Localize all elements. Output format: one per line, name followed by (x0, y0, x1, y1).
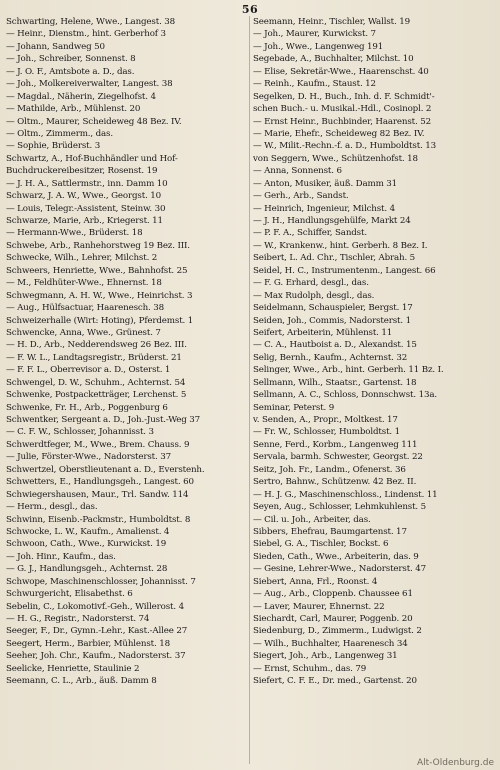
directory-entry: Servala, barmh. Schwester, Georgst. 22 (253, 452, 423, 463)
directory-entry: Siefert, C. F. E., Dr. med., Gartenst. 20 (253, 676, 417, 687)
directory-entry: Schwoon, Cath., Wwe., Kurwickst. 19 (6, 539, 167, 550)
directory-entry: — C. F. W., Schlosser, Johannisst. 3 (6, 427, 154, 438)
directory-entry: Seeger, F., Dr., Gymn.-Lehr., Kast.-Allee 27 (6, 626, 188, 637)
directory-entry: — Julie, Förster-Wwe., Nadorsterst. 37 (6, 452, 171, 463)
directory-entry: — Anna, Sonnenst. 6 (253, 166, 342, 177)
directory-entry: — Heinrich, Ingenieur, Milchst. 4 (253, 203, 395, 214)
directory-entry: — J. H., Handlungsgehülfe, Markt 24 (253, 216, 411, 226)
directory-entry: Seemann, Heinr., Tischler, Wallst. 19 (253, 17, 410, 27)
directory-entry: Siegert, Joh., Arb., Langenweg 31 (253, 651, 398, 662)
left-column (6, 16, 248, 688)
directory-entry: — Magdal., Näherin, Ziegelhofst. 4 (6, 91, 156, 102)
directory-entry: Segelken, D. H., Buch., Inh. d. F. Schmidt'- (253, 91, 435, 102)
directory-entry: — Mathilde, Arb., Mühlenst. 20 (6, 104, 141, 115)
directory-entry: Seegert, Herm., Barbier, Mühlenst. 18 (6, 638, 170, 649)
directory-entry: — Louis, Telegr.-Assistent, Steinw. 30 (6, 203, 166, 214)
directory-entry: Schwentker, Sergeant a. D., Joh.-Just.-Weg 37 (6, 415, 201, 425)
directory-entry: Sellmann, A. C., Schloss, Donnschwst. 13a. (253, 390, 437, 401)
directory-entry: Schwengel, D. W., Schuhm., Achternst. 54 (6, 377, 186, 388)
directory-entry: Seminar, Peterst. 9 (253, 402, 335, 413)
directory-entry: — Ernst, Schuhm., das. 79 (253, 663, 367, 674)
directory-entry: Schwenke, Fr. H., Arb., Poggenburg 6 (6, 402, 168, 413)
directory-entry: — Fr. W., Schlosser, Humboldtst. 1 (253, 427, 401, 438)
directory-entry: — C. A., Hautboist a. D., Alexandst. 15 (253, 340, 417, 351)
directory-entry: — Joh., Maurer, Kurwickst. 7 (253, 29, 376, 40)
directory-entry: — Hermann-Wwe., Brüderst. 18 (6, 228, 143, 239)
directory-entry: — Reinh., Kaufm., Staust. 12 (253, 79, 376, 90)
directory-entry: — Herm., desgl., das. (6, 502, 98, 513)
directory-entry: Seidelmann, Schauspieler, Bergst. 17 (253, 303, 413, 314)
directory-entry: Siedenburg, D., Zimmerm., Ludwigst. 2 (253, 626, 422, 637)
directory-entry: Siechardt, Carl, Maurer, Poggenb. 20 (253, 614, 413, 624)
directory-entry: Schwenke, Postpacketträger, Lerchenst. 5 (6, 390, 187, 401)
directory-entry: — Max Rudolph, desgl., das. (253, 290, 375, 301)
directory-entry: Schwarze, Marie, Arb., Kriegerst. 11 (6, 216, 163, 226)
directory-entry: Seemann, C. L., Arb., äuß. Damm 8 (6, 676, 157, 687)
directory-entry: Sertro, Bahnw., Schützenw. 42 Bez. II. (253, 477, 417, 488)
right-column (253, 16, 495, 688)
directory-entry: — Aug., Arb., Cloppenb. Chaussee 61 (253, 589, 413, 600)
directory-entry: — F. F. L., Oberrevisor a. D., Osterst. 1 (6, 365, 171, 376)
directory-entry: — J. O. F., Amtsbote a. D., das. (6, 66, 135, 77)
directory-entry: — Ernst Heinr., Buchbinder, Haarenst. 52 (253, 116, 431, 127)
directory-entry: — Oltm., Zimmerm., das. (6, 128, 113, 139)
directory-entry: Sieden, Cath., Wwe., Arbeiterin, das. 9 (253, 551, 419, 562)
directory-entry: Schwebe, Arb., Ranhehorstweg 19 Bez. III. (6, 240, 190, 251)
directory-entry: — F. G. Erhard, desgl., das. (253, 278, 369, 289)
directory-entry: — J. H. A., Sattlermstr., inn. Damm 10 (6, 178, 168, 189)
directory-entry: — Laver, Maurer, Ehnernst. 22 (253, 601, 385, 612)
directory-entry: Seifert, Arbeiterin, Mühlenst. 11 (253, 327, 393, 338)
directory-entry: — P. F. A., Schiffer, Sandst. (253, 228, 367, 239)
directory-entry: — Heinr., Dienstm., hint. Gerberhof 3 (6, 29, 166, 40)
directory-entry: — Anton, Musiker, äuß. Damm 31 (253, 178, 398, 189)
directory-entry: Schweers, Henriette, Wwe., Bahnhofst. 25 (6, 265, 188, 276)
directory-entry: — Joh. Hinr., Kaufm., das. (6, 551, 116, 562)
directory-entry: Schwertzel, Oberstlieutenant a. D., Everstenh. (6, 464, 205, 475)
directory-entry: Seiden, Joh., Commis, Nadorsterst. 1 (253, 315, 411, 326)
directory-entry: Schwencke, Anna, Wwe., Grünest. 7 (6, 327, 161, 338)
directory-entry: v. Senden, A., Propr., Moltkest. 17 (253, 415, 398, 425)
directory-entry: — Wilh., Buchhalter, Haarenesch 34 (253, 638, 408, 649)
directory-entry: Sebelin, C., Lokomotivf.-Geh., Willerost. 4 (6, 601, 184, 612)
watermark: Alt-Oldenburg.de (416, 758, 494, 768)
directory-entry: — H. G., Registr., Nadorsterst. 74 (6, 614, 150, 624)
directory-entry: — Gesine, Lehrer-Wwe., Nadorsterst. 47 (253, 564, 427, 575)
directory-entry: — G. J., Handlungsgeh., Achternst. 28 (6, 564, 168, 575)
column-divider (249, 16, 250, 764)
directory-entry: Schwope, Maschinenschlosser, Johannisst. 7 (6, 576, 196, 587)
directory-entry: Schwegmann, A. H. W., Wwe., Heinrichst. 3 (6, 290, 193, 301)
directory-entry: — Elise, Sekretär-Wwe., Haarenschst. 40 (253, 66, 429, 77)
directory-entry: Seibert, L. Ad. Chr., Tischler, Abrah. 5 (253, 253, 416, 264)
directory-entry: Seidel, H. C., Instrumentenm., Langest. 66 (253, 265, 436, 276)
directory-entry: Siebert, Anna, Frl., Roonst. 4 (253, 576, 378, 587)
directory-entry: Buchdruckereibesitzer, Rosenst. 19 (6, 166, 158, 177)
directory-entry: Seelicke, Henriette, Staulinie 2 (6, 663, 140, 674)
directory-entry: — Joh., Molkereiverwalter, Langest. 38 (6, 79, 173, 90)
directory-entry: Seeher, Joh. Chr., Kaufm., Nadorsterst. 37 (6, 651, 186, 662)
directory-entry: — Marie, Ehefr., Scheideweg 82 Bez. IV. (253, 128, 425, 139)
directory-entry: Schwetters, E., Handlungsgeh., Langest. 60 (6, 477, 194, 488)
directory-entry: — Sophie, Brüderst. 3 (6, 141, 101, 152)
directory-entry: Selig, Bernh., Kaufm., Achternst. 32 (253, 352, 408, 363)
directory-entry: von Seggern, Wwe., Schützenhofst. 18 (253, 153, 418, 164)
directory-entry: Schwarting, Helene, Wwe., Langest. 38 (6, 17, 176, 27)
directory-entry: — Johann, Sandweg 50 (6, 41, 105, 52)
page-number: 56 (241, 3, 259, 16)
directory-entry: Schwiegershausen, Maur., Trl. Sandw. 114 (6, 489, 189, 500)
directory-entry: Schwurgericht, Elisabethst. 6 (6, 589, 133, 600)
directory-entry: — Gerh., Arb., Sandst. (253, 191, 349, 202)
directory-entry: schen Buch.- u. Musikal.-Hdl., Cosinopl. 2 (253, 104, 432, 115)
directory-entry: — Joh., Schreiber, Sonnenst. 8 (6, 54, 136, 65)
directory-entry: Schwinn, Eisenb.-Packmstr., Humboldtst. 8 (6, 514, 191, 525)
directory-entry: Sibbers, Ehefrau, Baumgartenst. 17 (253, 526, 407, 537)
directory-entry: Schwecke, Wilh., Lehrer, Milchst. 2 (6, 253, 158, 264)
directory-entry: Selinger, Wwe., Arb., hint. Gerberh. 11 Bz. I. (253, 365, 444, 376)
directory-entry: Seitz, Joh. Fr., Landm., Ofenerst. 36 (253, 464, 406, 475)
directory-entry: Schweizerhalle (Wirt: Hoting), Pferdemst. 1 (6, 315, 194, 326)
directory-entry: — Cil. u. Joh., Arbeiter, das. (253, 514, 371, 525)
directory-entry: Segebade, A., Buchhalter, Milchst. 10 (253, 54, 414, 65)
directory-entry: Siebel, G. A., Tischler, Bockst. 6 (253, 539, 389, 550)
directory-entry: Schwocke, L. W., Kaufm., Amalienst. 4 (6, 526, 170, 537)
directory-entry: — H. D., Arb., Nedderendsweg 26 Bez. III. (6, 340, 187, 351)
directory-entry: Schwartz, A., Hof-Buchhändler und Hof- (6, 153, 178, 164)
directory-entry: — W., Krankenw., hint. Gerberh. 8 Bez. I. (253, 240, 428, 251)
directory-entry: Schwerdtfeger, M., Wwe., Brem. Chauss. 9 (6, 439, 190, 450)
directory-entry: — Aug., Hülfsactuar, Haarenesch. 38 (6, 303, 165, 314)
directory-entry: — W., Milit.-Rechn.-f. a. D., Humboldtst. 13 (253, 141, 437, 152)
directory-entry: Senne, Ferd., Korbm., Langenweg 111 (253, 439, 418, 450)
directory-entry: Schwarz, J. A. W., Wwe., Georgst. 10 (6, 191, 162, 202)
directory-entry: — Oltm., Maurer, Scheideweg 48 Bez. IV. (6, 116, 182, 127)
directory-entry: Sellmann, Wilh., Staatsr., Gartenst. 18 (253, 377, 417, 388)
directory-entry: — H. J. G., Maschinenschloss., Lindenst. 11 (253, 489, 438, 500)
directory-entry: — Joh., Wwe., Langenweg 191 (253, 41, 384, 52)
directory-entry: — F. W. L., Landtagsregistr., Brüderst. 21 (6, 352, 182, 363)
directory-entry: — M., Feldhüter-Wwe., Ehnernst. 18 (6, 278, 162, 289)
directory-entry: Seyen, Aug., Schlosser, Lehmkuhlenst. 5 (253, 502, 427, 513)
